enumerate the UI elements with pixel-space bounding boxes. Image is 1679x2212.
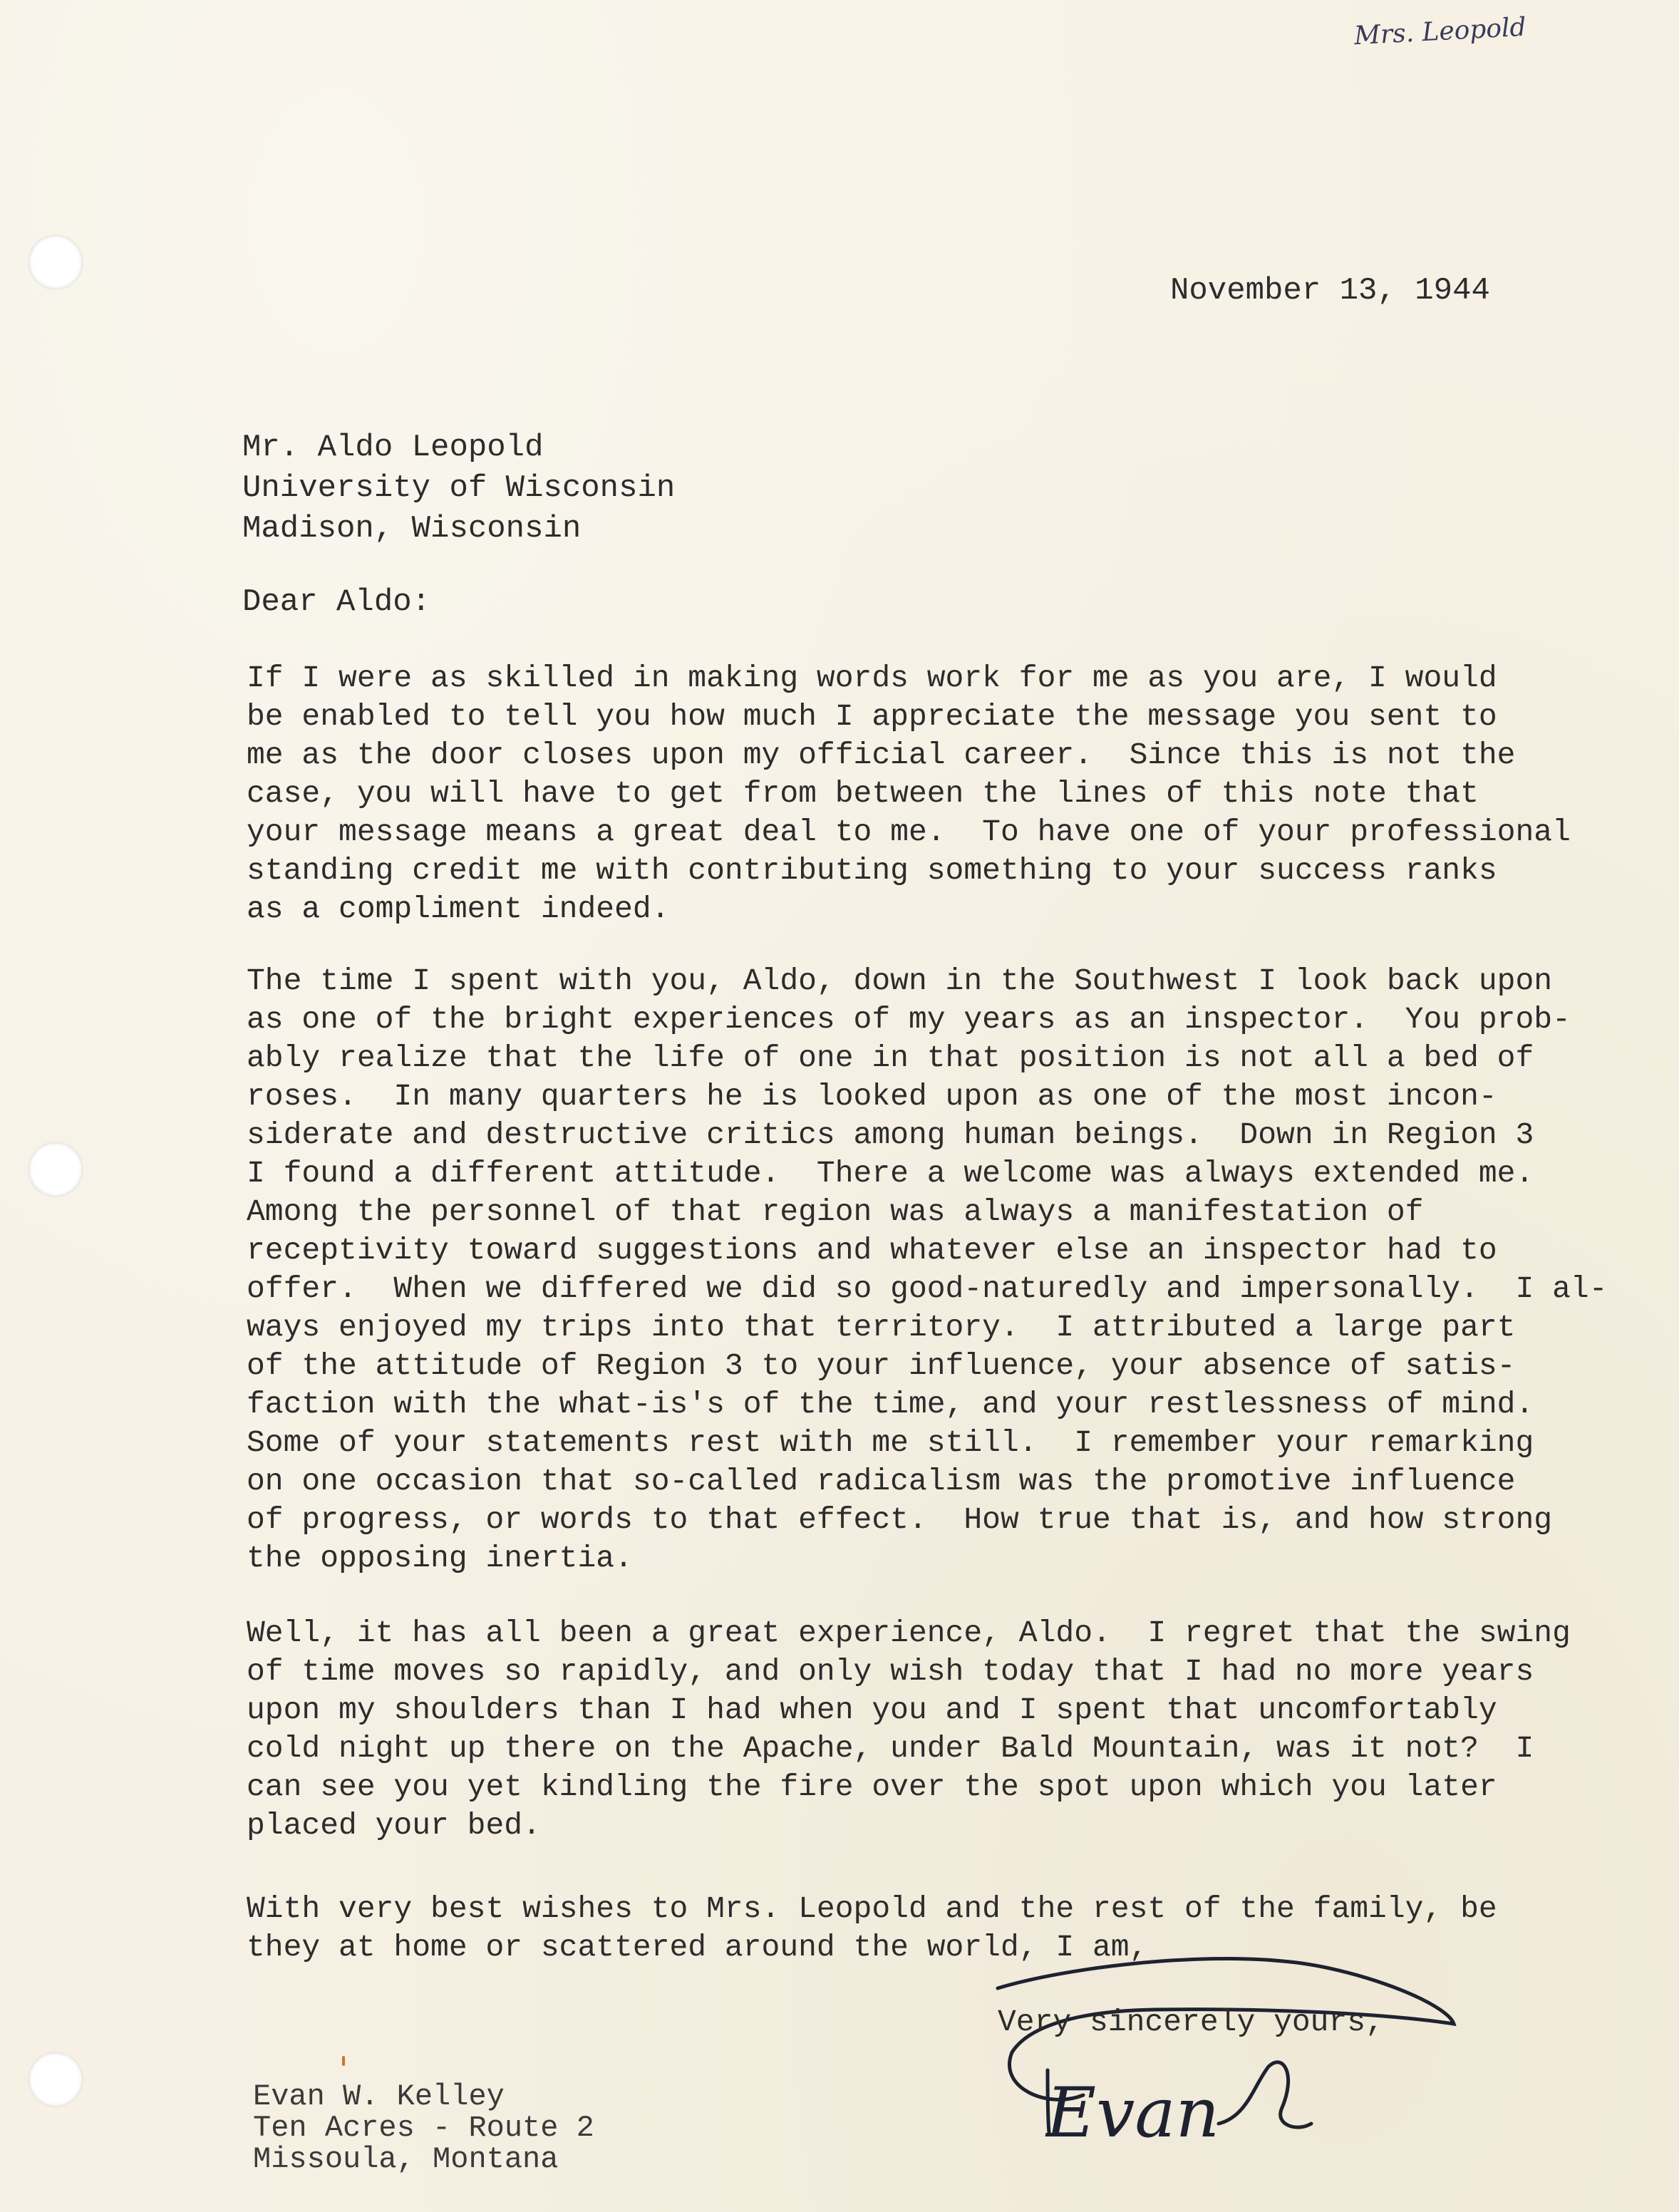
body-line: ways enjoyed my trips into that territory. I attributed a large part xyxy=(247,1310,1516,1345)
signature-tail-stroke xyxy=(1219,2062,1311,2127)
recipient-name: Mr. Aldo Leopold xyxy=(242,430,544,465)
sender-address xyxy=(253,2081,594,2175)
body-line: Some of your statements rest with me still. I remember your remarking xyxy=(247,1425,1534,1460)
body-line: of progress, or words to that effect. How true that is, and how strong xyxy=(247,1502,1553,1537)
body-line: cold night up there on the Apache, under Bald Mountain, was it not? I xyxy=(247,1731,1534,1766)
signature-name: Evan xyxy=(1046,2073,1220,2145)
sender-city: Missoula, Montana xyxy=(253,2142,559,2176)
body-line: as a compliment indeed. xyxy=(247,891,670,926)
body-line: can see you yet kindling the fire over the spot upon which you later xyxy=(247,1769,1497,1804)
body-line: of the attitude of Region 3 to your influence, your absence of satis- xyxy=(247,1348,1516,1383)
salutation: Dear Aldo: xyxy=(242,584,431,620)
body-line: If I were as skilled in making words work for me as you are, I would xyxy=(247,661,1497,696)
body-line: the opposing inertia. xyxy=(247,1541,633,1576)
body-line: siderate and destructive critics among human beings. Down in Region 3 xyxy=(247,1117,1534,1152)
sender-street: Ten Acres - Route 2 xyxy=(253,2111,594,2145)
body-line: With very best wishes to Mrs. Leopold and the rest of the family, be xyxy=(247,1891,1497,1926)
body-line: upon my shoulders than I had when you and I spent that uncomfortably xyxy=(247,1692,1497,1727)
body-line: receptivity toward suggestions and whatever else an inspector had to xyxy=(247,1233,1497,1268)
punch-hole-bottom xyxy=(29,2052,83,2107)
body-paragraph-2 xyxy=(247,962,1608,1578)
handwritten-signature xyxy=(983,1945,1482,2145)
body-line: Among the personnel of that region was always a manifestation of xyxy=(247,1194,1424,1229)
body-line: roses. In many quarters he is looked upon as one of the most incon- xyxy=(247,1079,1497,1114)
body-line: standing credit me with contributing something to your success ranks xyxy=(247,853,1497,888)
body-line: placed your bed. xyxy=(247,1808,541,1843)
letter-date: November 13, 1944 xyxy=(1170,273,1490,309)
recipient-institution: University of Wisconsin xyxy=(242,470,676,506)
recipient-address xyxy=(242,428,675,549)
body-line: The time I spent with you, Aldo, down in the Southwest I look back upon xyxy=(247,963,1553,998)
recipient-city: Madison, Wisconsin xyxy=(242,511,582,547)
body-line: be enabled to tell you how much I appreciate the message you sent to xyxy=(247,699,1497,734)
body-paragraph-1 xyxy=(247,659,1601,929)
punch-hole-middle xyxy=(29,1142,83,1197)
stray-ink-mark xyxy=(342,2056,345,2066)
body-line: on one occasion that so-called radicalism was the promotive influence xyxy=(247,1464,1516,1499)
body-line: case, you will have to get from between the lines of this note that xyxy=(247,776,1479,811)
body-line: ably realize that the life of one in that position is not all a bed of xyxy=(247,1040,1534,1075)
handwritten-annotation: Mrs. Leopold xyxy=(1353,12,1527,51)
body-line: as one of the bright experiences of my years as an inspector. You prob- xyxy=(247,1002,1571,1037)
body-line: I found a different attitude. There a welcome was always extended me. xyxy=(247,1156,1534,1191)
body-line: Well, it has all been a great experience, Aldo. I regret that the swing xyxy=(247,1616,1571,1650)
body-line: faction with the what-is's of the time, and your restlessness of mind. xyxy=(247,1387,1534,1422)
sender-name: Evan W. Kelley xyxy=(253,2079,505,2114)
body-line: me as the door closes upon my official career. Since this is not the xyxy=(247,738,1516,772)
body-line: of time moves so rapidly, and only wish today that I had no more years xyxy=(247,1654,1534,1689)
body-line: your message means a great deal to me. To have one of your professional xyxy=(247,815,1571,849)
body-line: they at home or scattered around the world, I am, xyxy=(247,1930,1148,1965)
body-paragraph-3 xyxy=(247,1614,1601,1845)
body-line: offer. When we differed we did so good-naturedly and impersonally. I al- xyxy=(247,1271,1608,1306)
punch-hole-top xyxy=(29,235,83,289)
closing: Very sincerely yours, xyxy=(998,2005,1384,2040)
